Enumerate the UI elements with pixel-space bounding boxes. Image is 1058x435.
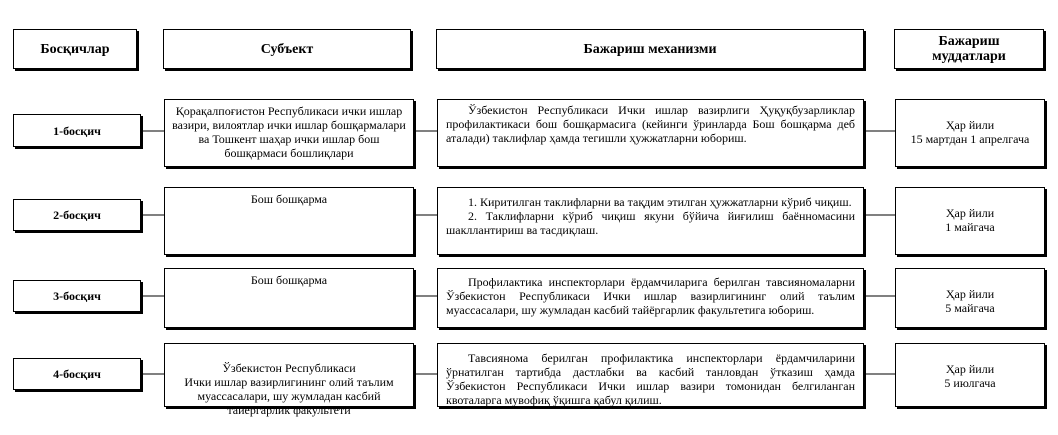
subject-box-4 — [164, 343, 414, 417]
deadline-text-3: Ҳар йили 5 майгача — [945, 287, 995, 315]
mechanism-box-2 — [437, 187, 864, 255]
subject-text-3: Бош бошқарма — [250, 273, 328, 287]
subject-text-2: Бош бошқарма — [250, 192, 328, 206]
stage-label-4: 4-босқич — [53, 367, 101, 381]
header-stage-label: Босқичлар — [40, 41, 110, 57]
deadline-box-2 — [895, 187, 1045, 255]
header-subject-label: Субъект — [260, 41, 314, 57]
stage-box-1 — [13, 114, 141, 147]
stage-label-3: 3-босқич — [53, 289, 101, 303]
header-mechanism — [436, 29, 864, 69]
deadline-text-1: Ҳар йили 15 мартдан 1 апрелгача — [910, 118, 1030, 146]
subject-text-1: Қорақалпоғистон Республикаси ички ишлар вазири, вилоятлар ички ишлар бошқармалари ва Тошкент шаҳар ички ишлар бош бошқармаси бошлиқлари — [172, 104, 406, 160]
header-mechanism-label: Бажариш механизми — [583, 41, 717, 57]
deadline-box-1 — [895, 99, 1045, 167]
stage-box-2 — [13, 199, 141, 231]
mechanism-box-4 — [437, 343, 864, 407]
header-subject — [163, 29, 411, 69]
header-deadline-label: Бажариш муддатлари — [932, 34, 1006, 64]
subject-box-3 — [164, 268, 414, 328]
stage-label-1: 1-босқич — [53, 123, 101, 138]
subject-box-2 — [164, 187, 414, 255]
mechanism-text-1: Ўзбекистон Республикаси Ички ишлар вазирлиги Ҳуқуқбузарликлар профилактикаси бош бошқармасига (кейинги ўринларда Бош бошқарма деб аталади) таклифлар ҳамда тегишли ҳужжатларни юбориш. — [446, 103, 855, 145]
header-stage — [13, 29, 137, 69]
deadline-box-3 — [895, 268, 1045, 328]
deadline-text-4: Ҳар йили 5 июлгача — [944, 362, 996, 390]
header-deadline — [894, 29, 1044, 69]
mechanism-text-4: Тавсиянома берилган профилактика инспекторлари ёрдамчиларини ўрнатилган тартибда дастлабки ва касбий танловдан ўтказиш ҳамда Ўзбекистон Республикаси Ички ишлар вазири томонидан белгиланган квоталарга мувофиқ ўқишга қабул қилиш. — [446, 351, 855, 407]
mechanism-text-2b: 2. Таклифларни кўриб чиқиш якуни бўйича йиғилиш баённомасини шакллантириш ва тасдиқлаш. — [446, 209, 855, 237]
deadline-box-4 — [895, 343, 1045, 407]
subject-text-4: Ўзбекистон Республикаси Ички ишлар вазирлигининг олий таълим муассасалари, шу жумладан касбий тайёргарлик факультети — [184, 361, 394, 417]
stage-box-4 — [13, 358, 141, 390]
stage-box-3 — [13, 280, 141, 312]
mechanism-text-2a: 1. Киритилган таклифларни ва тақдим этилган ҳужжатларни кўриб чиқиш. — [468, 195, 852, 209]
subject-box-1 — [164, 99, 414, 167]
mechanism-box-3 — [437, 268, 864, 328]
stage-label-2: 2-босқич — [53, 208, 101, 222]
mechanism-box-1 — [437, 99, 864, 167]
deadline-text-2: Ҳар йили 1 майгача — [945, 206, 995, 234]
mechanism-text-3: Профилактика инспекторлари ёрдамчиларига берилган тавсияномаларни Ўзбекистон Республикаси Ички ишлар вазирлигининг олий таълим муассасалари, шу жумладан касбий тайёргарлик факультетига юбориш. — [446, 275, 855, 317]
